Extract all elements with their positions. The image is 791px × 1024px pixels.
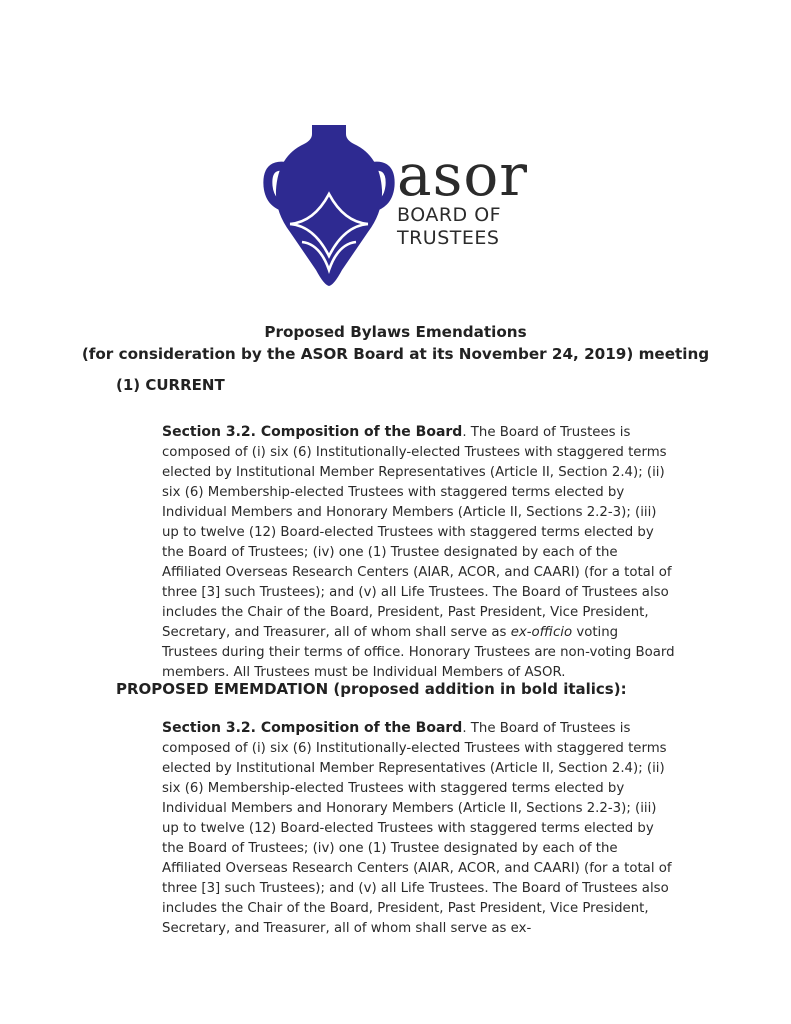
- logo-asor-text: asor: [397, 141, 528, 209]
- current-paragraph: Section 3.2. Composition of the Board. The Board of Trustees is composed of (i) six (6) Institutionally-elected Trustees with staggered terms elected by Institutional Member Representatives (Article II, Section 2.4); (ii) six (6) Membership-elected Trustees with staggered terms elected by Individual Members and Honorary Members (Article II, Sections 2.2-3); (iii) up to twelve (12) Board-elected Trustees with staggered terms elected by the Board of Trustees; (iv) one (1) Trustee designated by each of the Affiliated Overseas Research Centers (AIAR, ACOR, and CAARI) (for a total of three [3] such Trustees); and (v) all Life Trustees. The Board of Trustees also includes the Chair of the Board, President, Past President, Vice President, Secretary, and Treasurer, all of whom shall serve as ex-officio voting Trustees during their terms of office. Honorary Trustees are non-voting Board members. All Trustees must be Individual Members of ASOR.: [162, 424, 675, 680]
- current-section-number: Section 3.2: [162, 424, 251, 440]
- proposed-section-number: Section 3.2: [162, 720, 251, 736]
- current-heading: (1) CURRENT: [116, 376, 225, 394]
- current-text-b: voting Trustees during their terms of office. Honorary Trustees are non-voting Board members. All Trustees must be Individual Members of ASOR.: [162, 625, 675, 680]
- proposed-paragraph: Section 3.2. Composition of the Board. The Board of Trustees is composed of (i) six (6) Institutionally-elected Trustees with staggered terms elected by Institutional Member Representatives (Article II, Section 2.4); (ii) six (6) Membership-elected Trustees with staggered terms elected by Individual Members and Honorary Members (Article II, Sections 2.2-3); (iii) up to twelve (12) Board-elected Trustees with staggered terms elected by the Board of Trustees; (iv) one (1) Trustee designated by each of the Affiliated Overseas Research Centers (AIAR, ACOR, and CAARI) (for a total of three [3] such Trustees); and (v) all Life Trustees. The Board of Trustees also includes the Chair of the Board, President, Past President, Vice President, Secretary, and Treasurer, all of whom shall serve as ex-: [162, 720, 672, 936]
- current-text-a: . The Board of Trustees is composed of (i) six (6) Institutionally-elected Trustees with staggered terms elected by Institutional Member Representatives (Article II, Section 2.4); (ii) six (6) Membership-elected Trustees with staggered terms elected by Individual Members and Honorary Members (Article II, Sections 2.2-3); (iii) up to twelve (12) Board-elected Trustees with staggered terms elected by the Board of Trustees; (iv) one (1) Trustee designated by each of the Affiliated Overseas Research Centers (AIAR, ACOR, and CAARI) (for a total of three [3] such Trustees); and (v) all Life Trustees. The Board of Trustees also includes the Chair of the Board, President, Past President, Vice President, Secretary, and Treasurer, all of whom shall serve as: [162, 425, 672, 640]
- proposed-heading: PROPOSED EMEMDATION (proposed addition in bold italics):: [116, 680, 627, 698]
- current-section-title: Composition of the Board: [260, 424, 463, 440]
- logo-wordmark: [397, 141, 537, 250]
- logo-trustees-text: TRUSTEES: [397, 227, 500, 249]
- logo-board-of-text: BOARD OF: [397, 204, 502, 226]
- document-title: [0, 321, 791, 365]
- current-text-italic: ex-officio: [510, 625, 573, 640]
- title-line-2: (for consideration by the ASOR Board at its November 24, 2019) meeting: [81, 345, 710, 363]
- title-line-1: Proposed Bylaws Emendations: [264, 323, 527, 341]
- proposed-section-title: Composition of the Board: [260, 720, 463, 736]
- proposed-text-a: . The Board of Trustees is composed of (i) six (6) Institutionally-elected Trustees with staggered terms elected by Institutional Member Representatives (Article II, Section 2.4); (ii) six (6) Membership-elected Trustees with staggered terms elected by Individual Members and Honorary Members (Article II, Sections 2.2-3); (iii) up to twelve (12) Board-elected Trustees with staggered terms elected by the Board of Trustees; (iv) one (1) Trustee designated by each of the Affiliated Overseas Research Centers (AIAR, ACOR, and CAARI) (for a total of three [3] such Trustees); and (v) all Life Trustees. The Board of Trustees also includes the Chair of the Board, President, Past President, Vice President, Secretary, and Treasurer, all of whom shall serve as ex-: [162, 721, 672, 936]
